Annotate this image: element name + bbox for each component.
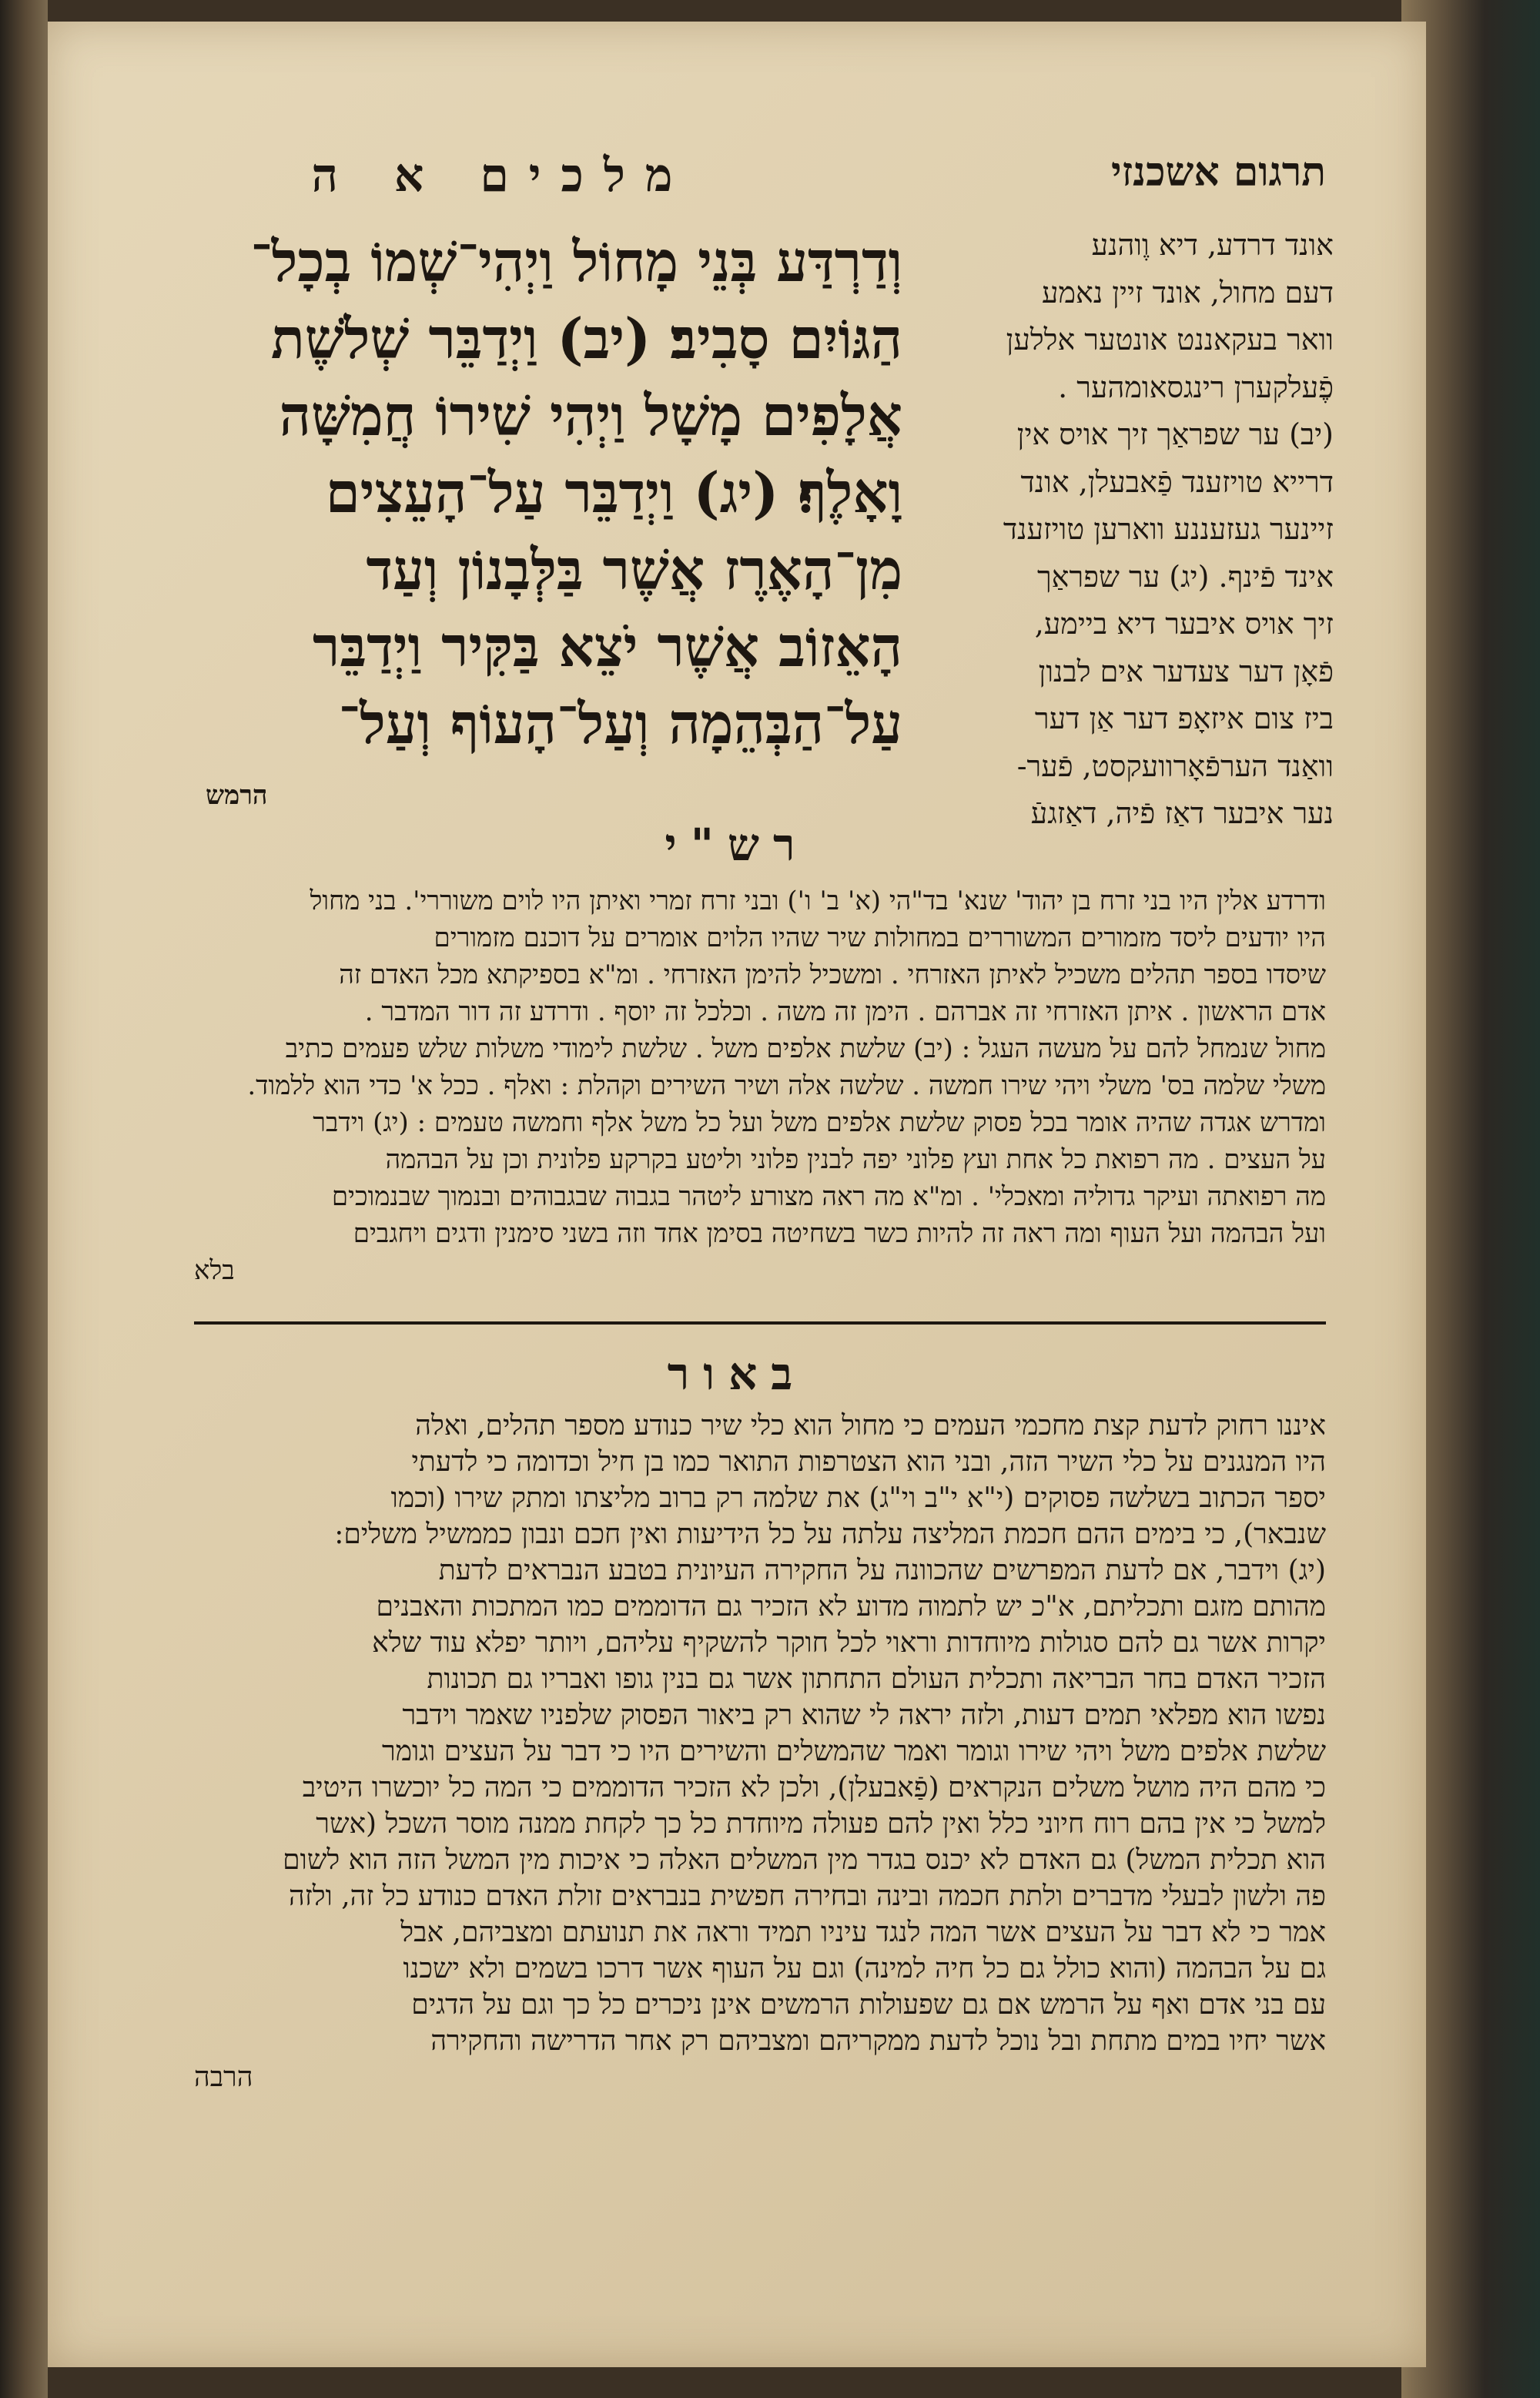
rashi-line: שיסדו בספר תהלים משכיל לאיתן האזרחי . ומשכיל להימן האזרחי . ומ"א בספיקתא מכל האדם זה: [339, 960, 1326, 990]
biur-line: הזכיר האדם בחר הבריאה ותכלית העולם התחתון אשר גם בנין גופו ואבריו גם תכונות: [427, 1663, 1326, 1695]
rashi-line: על העצים . מה רפואת כל אחת ועץ פלוני יפה לבנין פלוני וליטע בקרקע פלונית וכן על הבהמה: [385, 1144, 1326, 1175]
header-targum-title: תרגום אשכנזי: [1111, 149, 1326, 196]
rashi-commentary: [194, 883, 1326, 1289]
rashi-line: בלא: [194, 1255, 235, 1286]
rashi-line: אדם הראשון . איתן האזרחי זה אברהם . הימן זה משה . וכלכל זה יוסף . ודרדע זה דור המדבר .: [364, 996, 1326, 1027]
biur-line: אשר יחיו במים מתחת ובל נוכל לדעת ממקריהם ומצביהם רק אחר הדרישה והחקירה: [430, 2025, 1326, 2057]
biur-line: (יג) וידבר, אם לדעת המפרשים שהכוונה על החקירה העיונית בטבע הנבראים לדעת: [438, 1555, 1326, 1586]
scripture-text: [132, 223, 902, 762]
catchword: הרמש: [206, 780, 268, 811]
biur-line: הרבה: [194, 2061, 253, 2093]
scripture-line: עַל־הַבְּהֵמָה וְעַל־הָעוֹף וְעַל־: [338, 691, 902, 756]
rashi-line: ועל הבהמה ועל העוף ומה ראה זה להיות כשר בשחיטה בסימן אחד וזה בשני סימנין ודגים ויחגבים: [353, 1218, 1326, 1249]
biur-line: היו המנגנים על כלי השיר הזה, ובני הוא הצטרפות התואר כמו בן חיל וכדומה כי לדעתי: [411, 1446, 1326, 1478]
scripture-line: וָאָלֶף׃ (יג) וַיְדַבֵּר עַל־הָעֵצִים: [325, 460, 902, 525]
book-gutter-left: [0, 0, 48, 2398]
targum-line: וואר בעקאננט אונטער אללען: [1006, 323, 1334, 357]
targum-line: (יב) ער שפראַך זיך אויס אין: [1016, 417, 1334, 451]
targum-line: פֿאָן דער צעדער אים לבנון: [1038, 654, 1334, 688]
biur-line: מהותם מזגם ותכליתם, א"כ יש לתמוה מדוע לא הזכיר גם הדוממים כמו המתכות והאבנים: [376, 1591, 1326, 1623]
biur-line: למשל כי אין בהם רוח חיוני כלל ואין להם פעולה מיוחדת כל כך לקחת ממנה מוסר השכל (אשר: [316, 1808, 1326, 1840]
rashi-line: ומדרש אגדה שהיה אומר בכל פסוק שלשת אלפים משל ועל כל משל אלף וחמשה טעמים : (יג) וידבר: [313, 1107, 1326, 1138]
biur-line: איננו רחוק לדעת קצת מחכמי העמים כי מחול הוא כלי שיר כנודע מספר תהלים, ואלה: [415, 1410, 1326, 1442]
targum-line: נער איבער דאַז פֿיה, דאַזגעֿ: [1030, 796, 1334, 830]
targum-line: זיך אויס איבער דיא ביימע,: [1034, 607, 1334, 641]
biur-line: כי מהם היה מושל משלים הנקראים (פַֿאבעלן), ולכן לא הזכיר הדוממים כי המה כל יוכשרו היטיב: [302, 1772, 1326, 1804]
rashi-line: ודרדע אלין היו בני זרח בן יהוד' שנא' בד"הי (א' ב' ו') ובני זרח זמרי ואיתן היו לוים משוררי'. בני מחול: [310, 886, 1326, 916]
biur-line: יקרות אשר גם להם סגולות מיוחדות וראוי לכל חוקר להשקיף עליהם, ויותר יפלא עוד שלא: [372, 1627, 1326, 1659]
targum-line: ביז צום איזאָפ דער אַן דער: [1034, 702, 1334, 735]
biur-line: שנבאר), כי בימים ההם חכמת המליצה עלתה על כל הידיעות ואין חכם ונבון כממשיל משלים:: [334, 1519, 1326, 1550]
scripture-line: אֲלָפִים מָשָׁל וַיְהִי שִׁירוֹ חֲמִשָּׁה: [279, 383, 902, 448]
targum-line: אונד דרדע, דיא וֶוהנע: [1091, 228, 1334, 262]
scripture-line: וְדַרְדַּע בְּנֵי מָחוֹל וַיְהִי־שְׁמוֹ בְכָל־: [250, 229, 902, 294]
targum-line: פֶֿעלקערן רינגסאומהער .: [1058, 370, 1334, 404]
biur-line: יספר הכתוב בשלשה פסוקים (י"א י"ב וי"ג) את שלמה רק ברוב מליצתו ומתק שירו (וכמו: [390, 1482, 1326, 1514]
biur-heading: באור: [667, 1348, 807, 1400]
rashi-heading: רש"י: [665, 819, 809, 871]
rashi-line: היו יודעים ליסד מזמורים המשוררים במחולות שיר שהיו הלוים אומרים על דוכנם מזמורים: [434, 923, 1326, 953]
biur-line: אמר כי לא דבר על העצים אשר המה לנגד עיניו תמיד וראה את תנועתם ומצביהם, אבל: [400, 1917, 1326, 1948]
biur-line: פה ולשון לבעלי מדברים ולתת חכמה ובינה ובחירה חפשית בנבראים זולת האדם כנודע כל זה, ולזה: [289, 1881, 1326, 1912]
targum-line: אינד פֿינף. (יג) ער שפראַך: [1037, 559, 1334, 594]
header-book-title: מלכים א ה: [311, 149, 693, 203]
targum-line: וואַנד הערפֿאָרוועקסט, פֿער-: [1016, 749, 1334, 783]
targum-line: זיינער געזעננע ווארען טויזענד: [1003, 512, 1334, 546]
scripture-line: הָאֵזוֹב אֲשֶׁר יֹצֵא בַּקִּיר וַיְדַבֵּר: [313, 614, 902, 679]
rashi-line: מה רפואתה ועיקר גדוליה ומאכלי' . ומ"א מה ראה מצורע ליטהר בגבוה שבגבוהים ובנמוך שבנמוכים: [331, 1181, 1326, 1212]
biur-line: גם על הבהמה (והוא כולל גם כל חיה למינה) וגם על העוף אשר דרכו בשמים ולא ישכנו: [403, 1953, 1326, 1984]
biur-line: הוא תכלית המשל) גם האדם לא יכנס בגדר מין המשלים האלה כי איכות מין המשל הזה הוא לשום: [283, 1844, 1326, 1876]
scripture-line: הַגּוֹיִם סָבִיב׃ (יב) וַיְדַבֵּר שְׁלֹשֶׁת: [270, 306, 902, 371]
rashi-line: מחול שנמחל להם על מעשה העגל : (יב) שלשת אלפים משל . שלשת לימודי משלות שלש פעמים כתיב: [285, 1033, 1326, 1064]
targum-line: דעם מחול, אונד זיין נאמע: [1042, 275, 1334, 310]
book-page: [48, 22, 1426, 2367]
biur-commentary: [194, 1408, 1326, 2095]
rashi-line: משלי שלמה בס' משלי ויהי שירו חמשה . שלשה אלה ושיר השירים וקהלת : ואלף . ככל א' כדי הוא ללמוד.: [247, 1070, 1326, 1101]
biur-line: נפשו הוא מפלאי תמים דעות, ולזה יראה לי שהוא רק ביאור הפסוק שלפניו שאמר וידבר: [402, 1700, 1326, 1731]
section-divider: [194, 1321, 1326, 1325]
biur-line: עם בני אדם ואף על הרמש אם גם שפעולות הרמשים אינן ניכרים כל כך וגם על הדגים: [411, 1989, 1326, 2021]
scripture-line: מִן־הָאֶרֶז אֲשֶׁר בַּלְּבָנוֹן וְעַד: [366, 537, 902, 602]
targum-line: דרייא טויזענד פַֿאבעלן, אונד: [1020, 464, 1334, 499]
targum-column: [918, 222, 1334, 838]
biur-line: שלשת אלפים משל ויהי שירו וגומר ואמר שהמשלים והשירים היו כי דבר על העצים וגומר: [382, 1736, 1326, 1767]
